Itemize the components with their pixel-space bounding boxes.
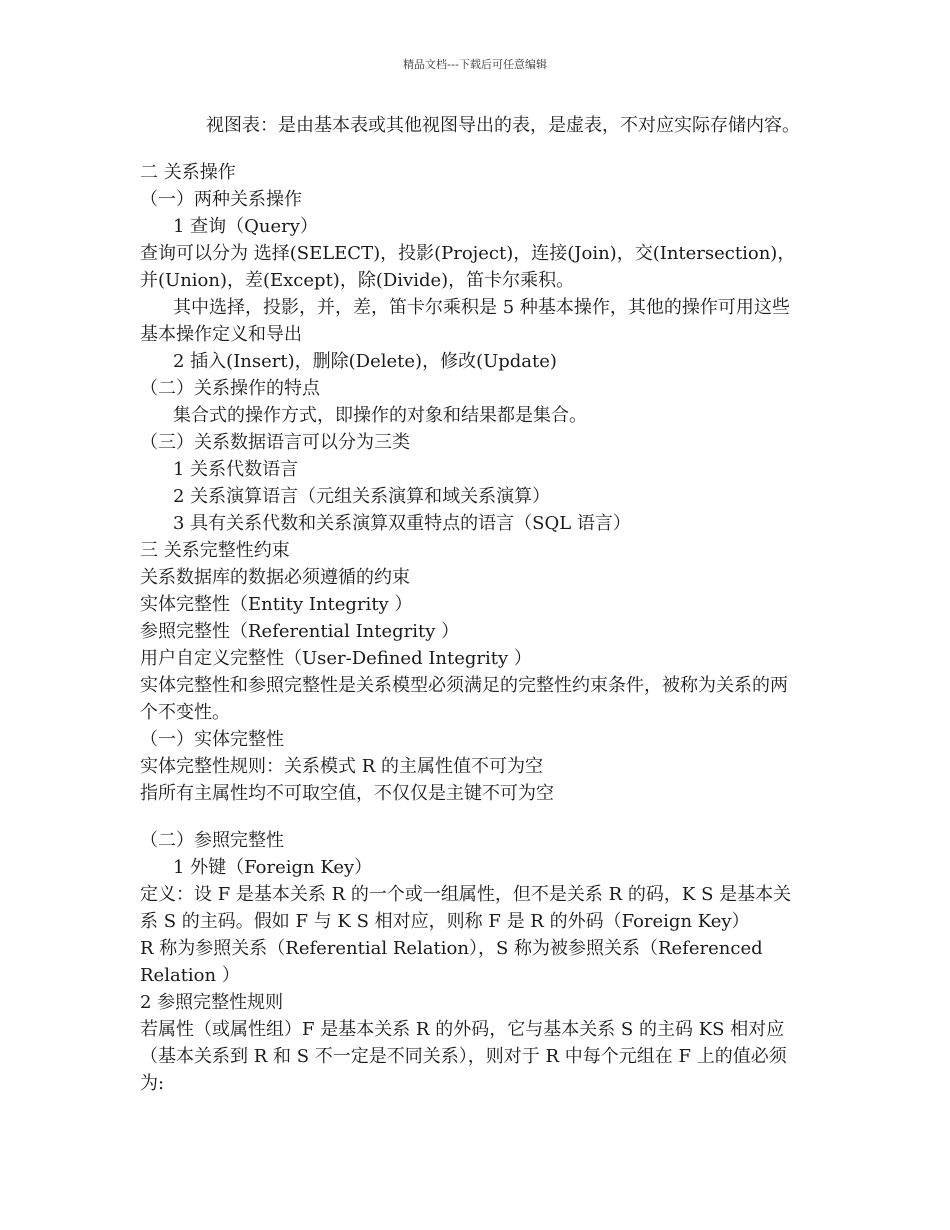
paragraph-basic-operations: 其中选择，投影，并，差，笛卡尔乘积是 5 种基本操作，其他的操作可用这些 — [173, 297, 790, 318]
paragraph-set-operations: 集合式的操作方式，即操作的对象和结果都是集合。 — [173, 405, 587, 426]
item-entity-integrity: 实体完整性（Entity Integrity ） — [140, 594, 413, 615]
item-relational-algebra: 1 关系代数语言 — [173, 459, 299, 480]
page-header: 精品文档---下载后可任意编辑 — [403, 58, 547, 71]
paragraph-invariants: 实体完整性和参照完整性是关系模型必须满足的完整性约束条件，被称为关系的两 — [140, 675, 788, 696]
spacer — [140, 139, 830, 159]
spacer — [140, 807, 830, 827]
paragraph-query-types: 查询可以分为 选择(SELECT)，投影(Project)，连接(Join)，交(Intersection)， — [140, 243, 796, 264]
item-sql-language: 3 具有关系代数和关系演算双重特点的语言（SQL 语言） — [173, 513, 631, 534]
paragraph-invariants-cont: 个不变性。 — [140, 702, 230, 723]
paragraph-basic-operations-cont: 基本操作定义和导出 — [140, 324, 302, 345]
subsection-heading-languages: （三）关系数据语言可以分为三类 — [140, 432, 410, 453]
item-query: 1 查询（Query） — [173, 216, 318, 237]
section-heading-relation-operations: 二 关系操作 — [140, 162, 236, 183]
paragraph-referencing-relation: R 称为参照关系（Referential Relation），S 称为被参照关系（Referenced — [140, 938, 763, 959]
subsection-heading-entity-integrity: （一）实体完整性 — [140, 729, 284, 750]
paragraph-referential-rule-cont: （基本关系到 R 和 S 不一定是不同关系），则对于 R 中每个元组在 F 上的值必须 — [140, 1046, 787, 1067]
paragraph-entity-rule: 实体完整性规则：关系模式 R 的主属性值不可为空 — [140, 756, 543, 777]
paragraph-entity-rule-note: 指所有主属性均不可取空值，不仅仅是主键不可为空 — [140, 783, 554, 804]
item-relational-calculus: 2 关系演算语言（元组关系演算和域关系演算） — [173, 486, 551, 507]
item-referential-rule: 2 参照完整性规则 — [140, 992, 284, 1013]
subsection-heading-features: （二）关系操作的特点 — [140, 378, 320, 399]
paragraph-referential-rule-end: 为: — [140, 1073, 165, 1094]
section-heading-integrity: 三 关系完整性约束 — [140, 540, 290, 561]
paragraph-foreign-key-definition: 定义：设 F 是基本关系 R 的一个或一组属性，但不是关系 R 的码，K S 是基本关 — [140, 884, 792, 905]
document-body — [140, 112, 830, 1097]
paragraph-query-types-cont: 并(Union)，差(Except)，除(Divide)，笛卡尔乘积。 — [140, 270, 575, 291]
item-referential-integrity: 参照完整性（Referential Integrity ） — [140, 621, 460, 642]
paragraph-referencing-relation-cont: Relation ） — [140, 965, 240, 986]
paragraph-referential-rule: 若属性（或属性组）F 是基本关系 R 的外码，它与基本关系 S 的主码 KS 相对应 — [140, 1019, 785, 1040]
paragraph-foreign-key-definition-cont: 系 S 的主码。假如 F 与 K S 相对应，则称 F 是 R 的外码（Foreign Key） — [140, 911, 750, 932]
item-insert-delete-update: 2 插入(Insert)，删除(Delete)，修改(Update) — [173, 351, 557, 372]
item-user-defined-integrity: 用户自定义完整性（User-Defined Integrity ） — [140, 648, 532, 669]
paragraph-view-table: 视图表：是由基本表或其他视图导出的表，是虚表，不对应实际存储内容。 — [206, 115, 800, 136]
subsection-heading-two-operations: （一）两种关系操作 — [140, 189, 302, 210]
item-foreign-key: 1 外键（Foreign Key） — [173, 857, 373, 878]
subsection-heading-referential-integrity: （二）参照完整性 — [140, 830, 284, 851]
paragraph-constraints: 关系数据库的数据必须遵循的约束 — [140, 567, 410, 588]
